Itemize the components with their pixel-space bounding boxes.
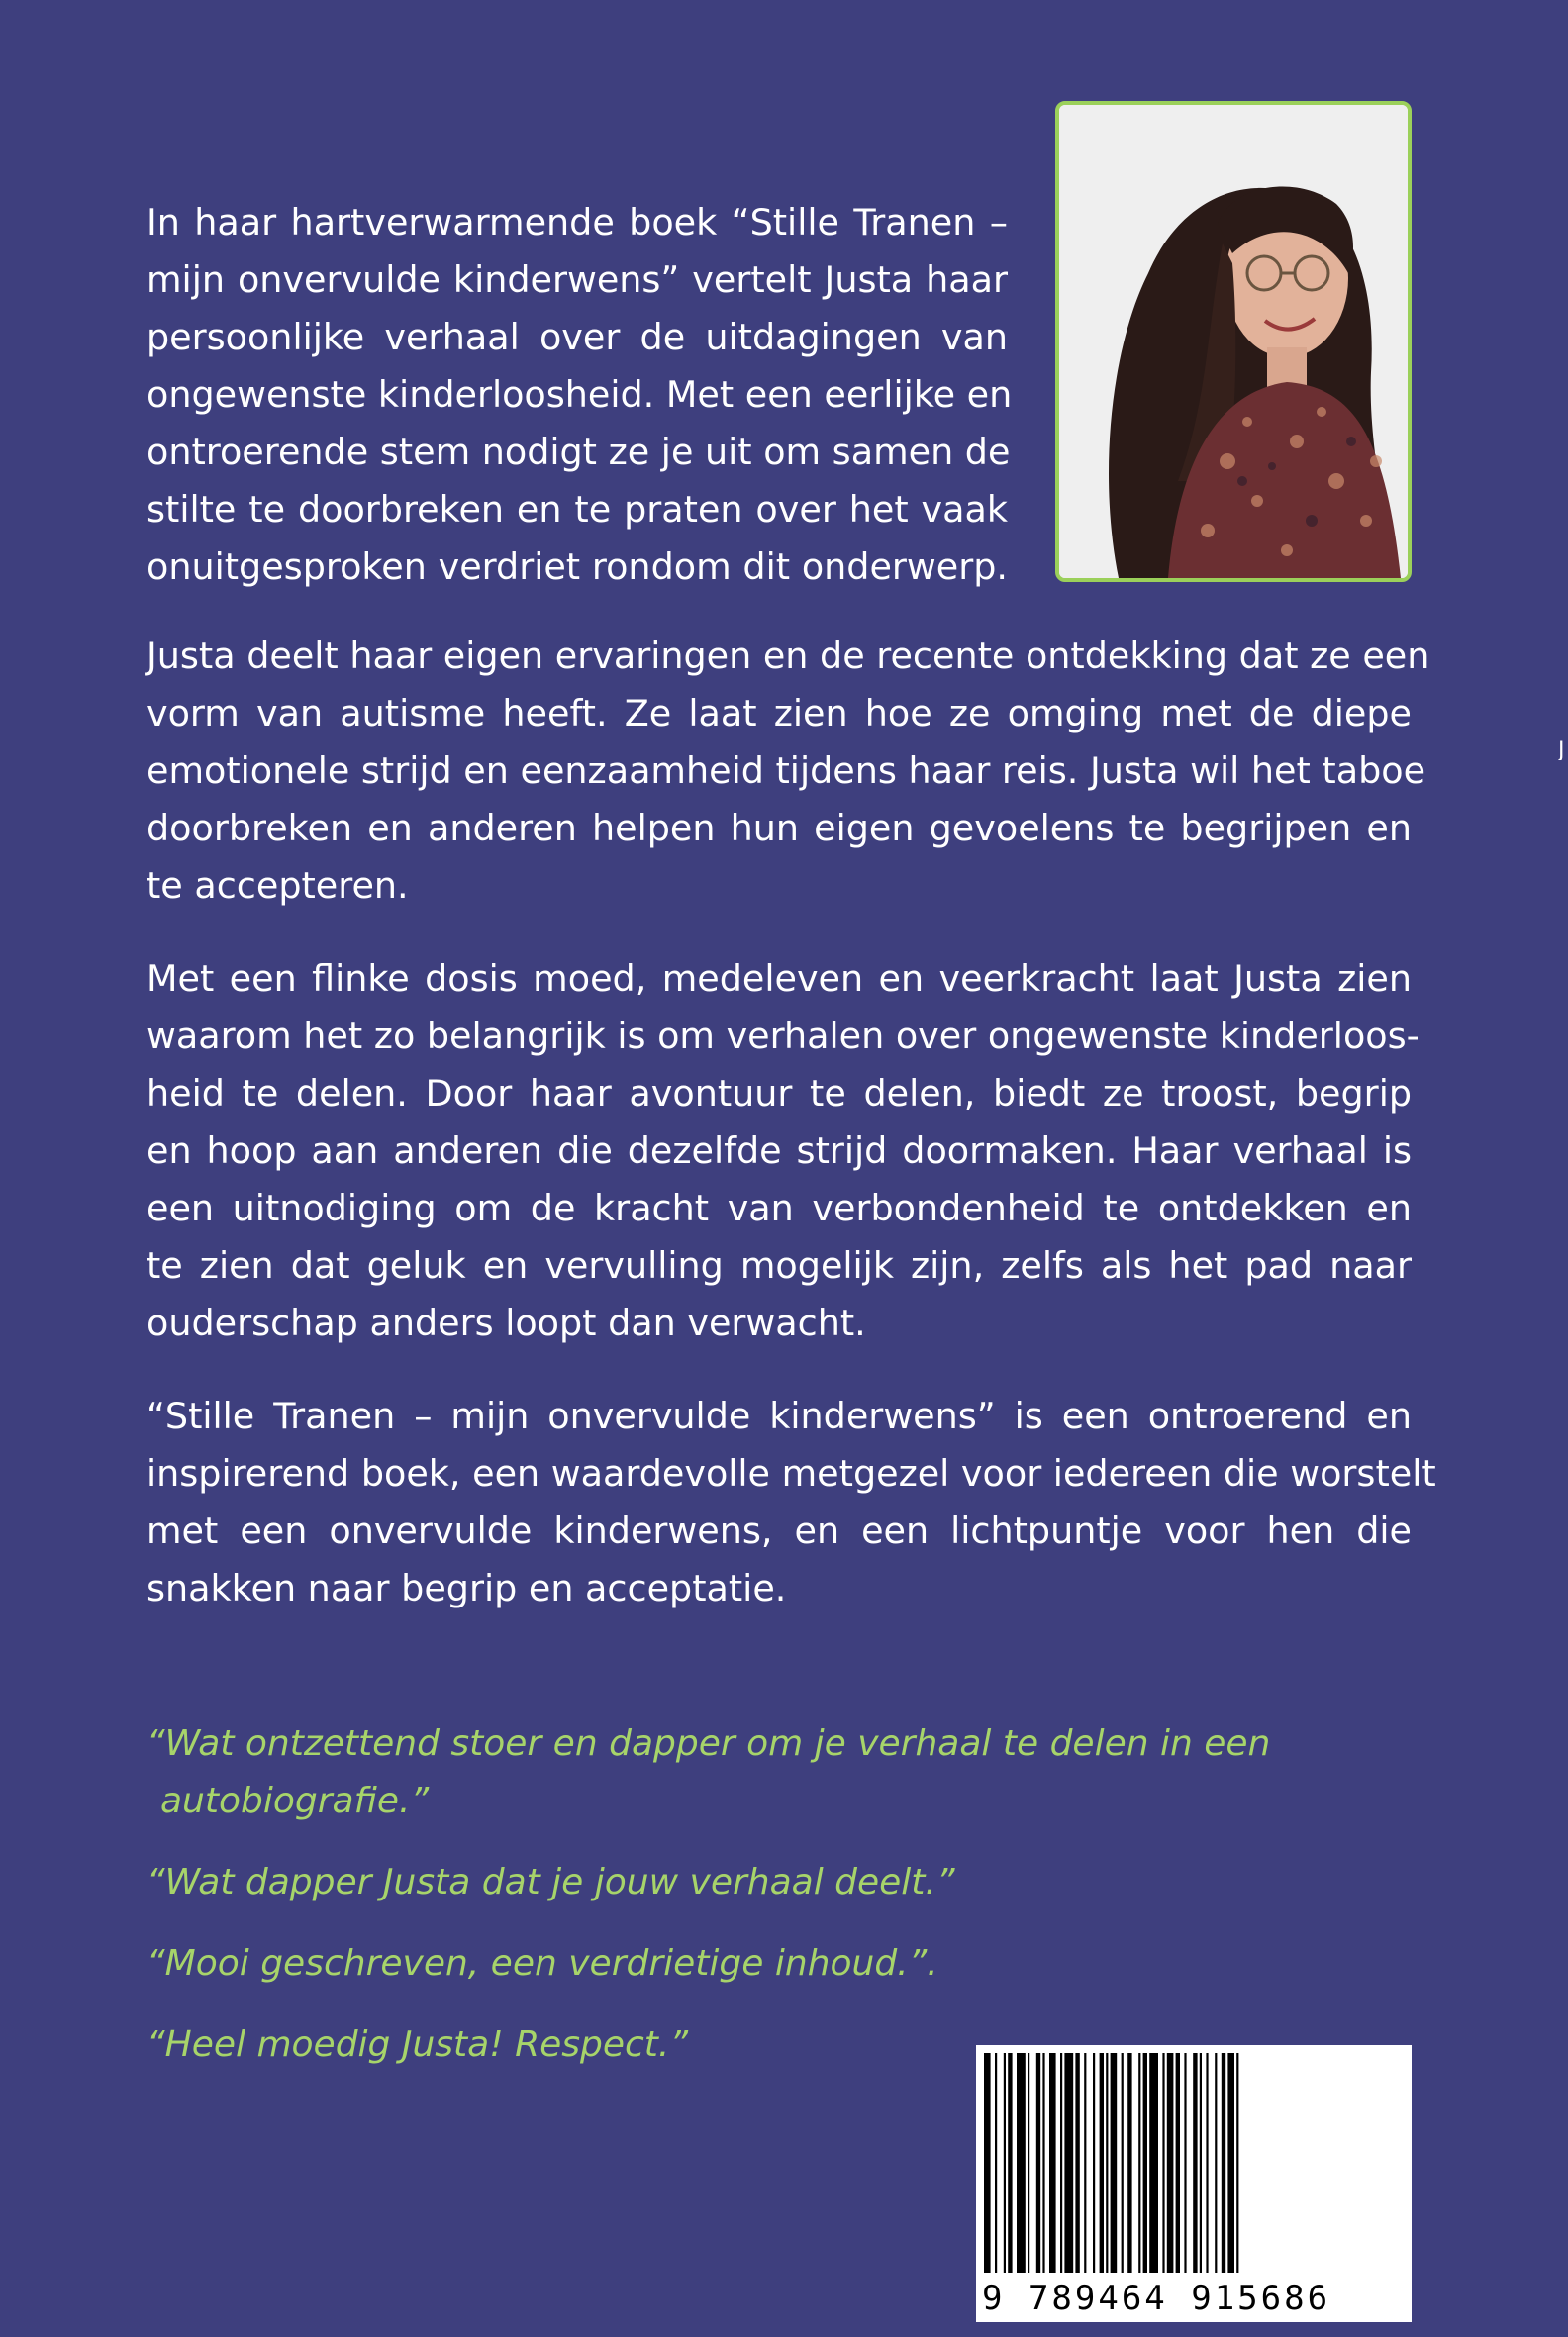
isbn-barcode	[976, 2045, 1412, 2322]
barcode-bar	[1100, 2053, 1104, 2273]
barcode-bar	[1222, 2053, 1225, 2273]
barcode-bar	[1176, 2053, 1180, 2273]
barcode-bar	[1215, 2053, 1217, 2273]
paragraph3-line: te zien dat geluk en vervulling mogelijk zijn, zelfs als het pad naar	[147, 1244, 1412, 1287]
barcode-bar	[1111, 2053, 1118, 2273]
barcode-bar	[1143, 2053, 1147, 2273]
paragraph1-line: ongewenste kinderloosheid. Met een eerlijke en	[147, 373, 1013, 416]
paragraph2-line: emotionele strijd en eenzaamheid tijdens haar reis. Justa wil het taboe	[147, 749, 1426, 792]
paragraph2-line: Justa deelt haar eigen ervaringen en de recente ontdekking dat ze een	[147, 634, 1430, 677]
barcode-bar	[1236, 2053, 1238, 2273]
reader-quote: “Wat dapper Justa dat je jouw verhaal deelt.”	[147, 1862, 955, 1902]
barcode-bar	[1127, 2053, 1131, 2273]
description-paragraph-3	[147, 950, 1420, 1352]
reader-quotes	[147, 1715, 1334, 2097]
barcode-bar	[1036, 2053, 1040, 2273]
barcode-bar	[1049, 2053, 1056, 2273]
barcode-bar	[1084, 2053, 1086, 2273]
barcode-bar	[1138, 2053, 1140, 2273]
barcode-bar	[1106, 2053, 1108, 2273]
description-paragraph-4	[147, 1388, 1436, 1617]
barcode-bar	[1206, 2053, 1208, 2273]
reader-quote	[147, 1715, 1334, 1830]
paragraph2-line: vorm van autisme heeft. Ze laat zien hoe ze omging met de diepe	[147, 692, 1412, 734]
paragraph3-line: waarom het zo belangrijk is om verhalen over ongewenste kinderloos-	[147, 1015, 1420, 1057]
barcode-bar	[1184, 2053, 1186, 2273]
barcode-bar	[1162, 2053, 1164, 2273]
quote-1-line-2: autobiografie.”	[160, 1781, 430, 1821]
barcode-bar	[984, 2053, 991, 2273]
paragraph3-line: heid te delen. Door haar avontuur te delen, biedt ze troost, begrip	[147, 1072, 1412, 1115]
reader-quote: “Heel moedig Justa! Respect.”	[147, 2024, 689, 2065]
description-paragraph-1	[147, 194, 1412, 596]
paragraph2-line: te accepteren.	[147, 864, 409, 907]
barcode-bar	[995, 2053, 997, 2273]
paragraph1-line: In haar hartverwarmende boek “Stille Tranen –	[147, 201, 1008, 243]
spine-edge-letter: J	[1558, 738, 1565, 760]
barcode-bar	[1008, 2053, 1012, 2273]
description-paragraph-2	[147, 628, 1430, 915]
barcode-bar	[1042, 2053, 1044, 2273]
paragraph1-line: mijn onvervulde kinderwens” vertelt Justa haar	[147, 258, 1008, 301]
paragraph3-line: een uitnodiging om de kracht van verbondenheid te ontdekken en	[147, 1187, 1412, 1229]
paragraph1-line: stilte te doorbreken en te praten over het vaak	[147, 488, 1008, 531]
paragraph4-line: met een onvervulde kinderwens, en een lichtpuntje voor hen die	[147, 1509, 1412, 1552]
barcode-bar	[1200, 2053, 1202, 2273]
paragraph1-line: onuitgesproken verdriet rondom dit onderwerp.	[147, 545, 1008, 588]
barcode-bar	[1004, 2053, 1006, 2273]
paragraph3-line: ouderschap anders loopt dan verwacht.	[147, 1302, 866, 1344]
paragraph4-line: “Stille Tranen – mijn onvervulde kinderwens” is een ontroerend en	[147, 1395, 1412, 1437]
paragraph4-line: inspirerend boek, een waardevolle metgezel voor iedereen die worstelt	[147, 1452, 1436, 1495]
barcode-bar	[1017, 2053, 1026, 2273]
paragraph1-line: persoonlijke verhaal over de uitdagingen van	[147, 316, 1008, 358]
barcode-bar	[1060, 2053, 1062, 2273]
barcode-bar	[1167, 2053, 1174, 2273]
barcode-bar	[1093, 2053, 1095, 2273]
barcode-bar	[1028, 2053, 1029, 2273]
isbn-number: 9 789464 915686	[982, 2279, 1331, 2318]
barcode-bar	[1193, 2053, 1197, 2273]
barcode-bar	[1075, 2053, 1079, 2273]
barcode-bar	[1227, 2053, 1234, 2273]
barcode-bar	[1064, 2053, 1073, 2273]
paragraph1-line: ontroerende stem nodigt ze je uit om samen de	[147, 431, 1011, 473]
paragraph2-line: doorbreken en anderen helpen hun eigen gevoelens te begrijpen en	[147, 807, 1412, 849]
barcode-bar	[1122, 2053, 1124, 2273]
paragraph4-line: snakken naar begrip en acceptatie.	[147, 1567, 787, 1609]
paragraph3-line: en hoop aan anderen die dezelfde strijd doormaken. Haar verhaal is	[147, 1129, 1412, 1172]
quote-1-line-1: “Wat ontzettend stoer en dapper om je verhaal te delen in een	[147, 1723, 1271, 1764]
barcode-bar	[1149, 2053, 1158, 2273]
paragraph3-line: Met een flinke dosis moed, medeleven en veerkracht laat Justa zien	[147, 957, 1412, 1000]
reader-quote: “Mooi geschreven, een verdrietige inhoud.”.	[147, 1943, 938, 1984]
